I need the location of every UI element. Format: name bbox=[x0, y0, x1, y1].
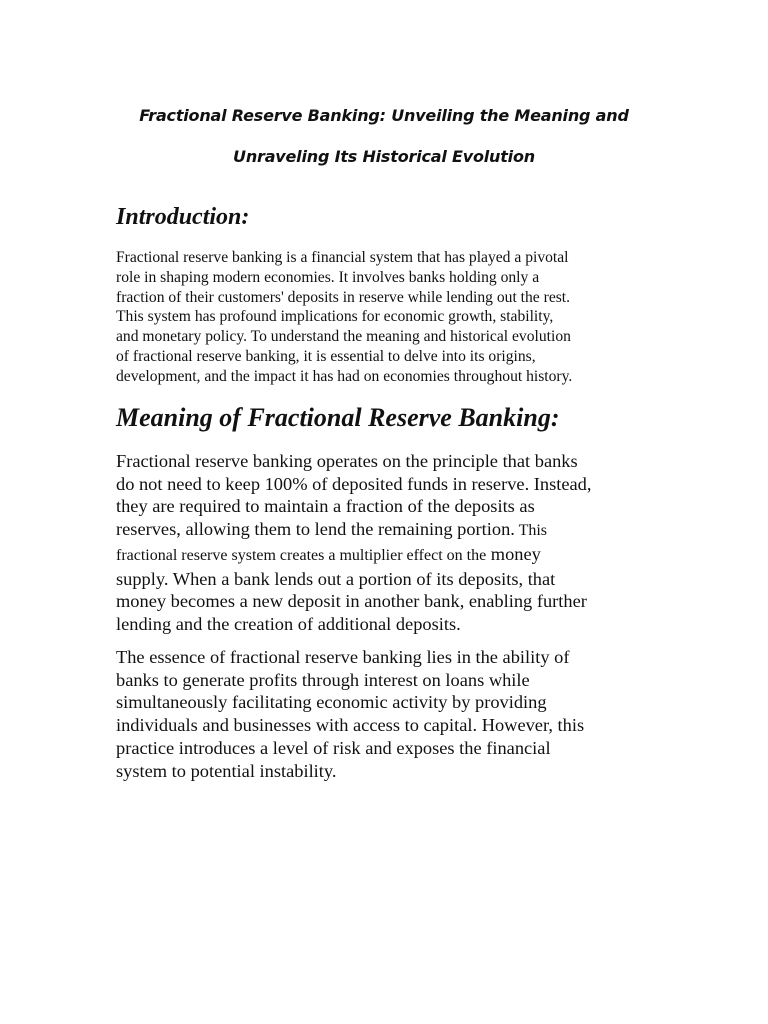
meaning-paragraph-2 bbox=[116, 646, 656, 782]
introduction-line: Fractional reserve banking is a financial system that has played a pivotal bbox=[116, 249, 569, 266]
meaning-line: simultaneously facilitating economic activity by providing bbox=[116, 692, 547, 713]
meaning-line: money becomes a new deposit in another bank, enabling further bbox=[116, 591, 587, 612]
introduction-line: development, and the impact it has had on economies throughout history. bbox=[116, 367, 573, 385]
document-title-line-2: Unraveling Its Historical Evolution bbox=[233, 147, 535, 166]
meaning-paragraph-1 bbox=[116, 450, 656, 636]
meaning-line: banks to generate profits through interest on loans while bbox=[116, 669, 530, 690]
meaning-line: Fractional reserve banking operates on the principle that banks bbox=[116, 451, 578, 471]
introduction-line: This system has profound implications for economic growth, stability, bbox=[116, 308, 554, 326]
meaning-line: supply. When a bank lends out a portion of its deposits, that bbox=[116, 568, 556, 589]
meaning-line: The essence of fractional reserve banking lies in the ability of bbox=[116, 647, 570, 667]
meaning-line-segment: money bbox=[486, 543, 541, 564]
meaning-line-segment-small: fractional reserve system creates a multiplier effect on the bbox=[116, 546, 487, 564]
meaning-line: system to potential instability. bbox=[116, 760, 337, 781]
document-title-line-1: Fractional Reserve Banking: Unveiling the Meaning and bbox=[139, 106, 629, 125]
introduction-heading: Introduction: bbox=[116, 204, 250, 230]
introduction-line: of fractional reserve banking, it is essential to delve into its origins, bbox=[116, 347, 536, 365]
meaning-line bbox=[116, 518, 656, 543]
meaning-line: lending and the creation of additional deposits. bbox=[116, 613, 461, 634]
meaning-line: do not need to keep 100% of deposited funds in reserve. Instead, bbox=[116, 473, 592, 494]
meaning-line: practice introduces a level of risk and exposes the financial bbox=[116, 737, 551, 758]
introduction-line: role in shaping modern economies. It involves banks holding only a bbox=[116, 268, 540, 286]
meaning-line: they are required to maintain a fraction of the deposits as bbox=[116, 496, 535, 517]
meaning-line bbox=[116, 543, 656, 568]
meaning-line-segment: reserves, allowing them to lend the remaining portion. bbox=[116, 519, 515, 540]
meaning-heading: Meaning of Fractional Reserve Banking: bbox=[116, 403, 560, 432]
introduction-line: fraction of their customers' deposits in reserve while lending out the rest. bbox=[116, 288, 571, 306]
meaning-line: individuals and businesses with access to capital. However, this bbox=[116, 715, 585, 736]
introduction-line: and monetary policy. To understand the meaning and historical evolution bbox=[116, 328, 571, 346]
meaning-line-segment-small: This bbox=[514, 522, 548, 540]
introduction-paragraph bbox=[116, 248, 656, 387]
